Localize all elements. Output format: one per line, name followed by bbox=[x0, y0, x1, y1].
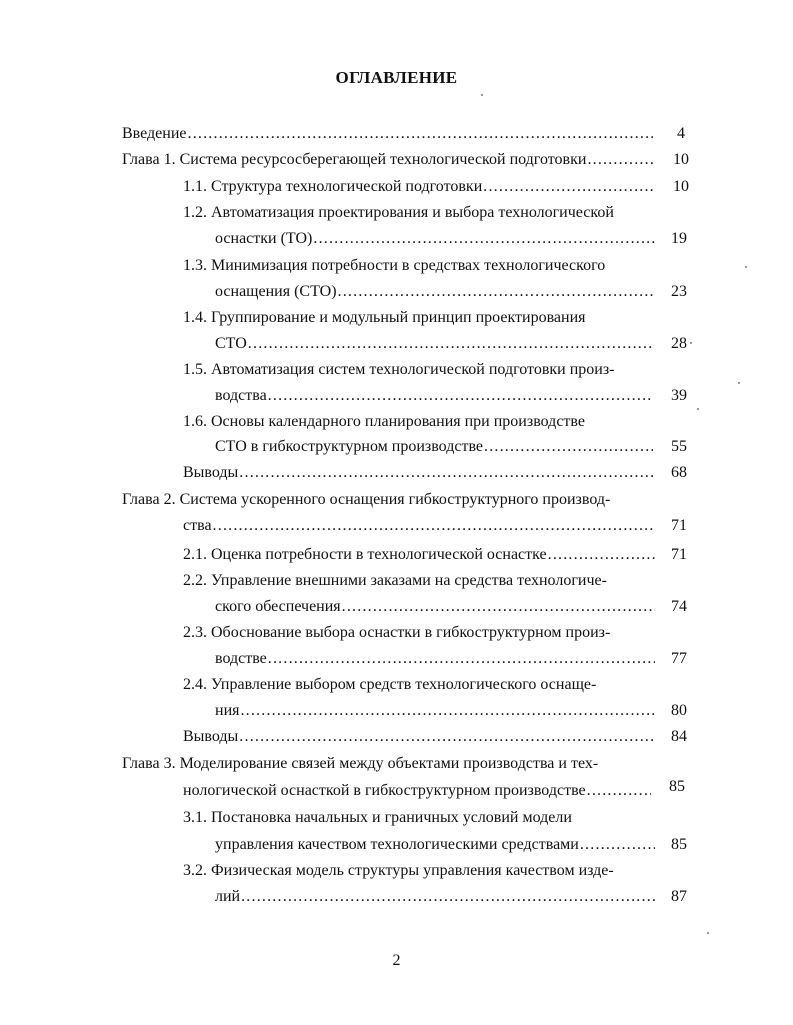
toc-page-number: 87 bbox=[671, 888, 687, 905]
dot-leader bbox=[587, 780, 651, 802]
dot-leader bbox=[240, 700, 655, 722]
toc-page-number: 55 bbox=[671, 438, 687, 455]
toc-entry-label: оснащения (СТО) bbox=[215, 283, 337, 300]
toc-entry-chapter-2-line1: Глава 2. Система ускоренного оснащения гибкоструктурного производ- bbox=[122, 491, 611, 508]
toc-entry-1-2-line1: 1.2. Автоматизация проектирования и выбора технологической bbox=[183, 204, 614, 221]
toc-entry-label: 2.1. Оценка потребности в технологической оснастке bbox=[183, 546, 547, 563]
toc-entry-3-2-line1: 3.2. Физическая модель структуры управления качеством изде- bbox=[183, 862, 614, 879]
dot-leader bbox=[548, 544, 655, 566]
dot-leader bbox=[484, 436, 653, 458]
scan-speck bbox=[690, 342, 692, 344]
toc-entry-label: Выводы bbox=[183, 728, 239, 745]
toc-entry-label: 1.1. Структура технологической подготовки bbox=[183, 178, 483, 195]
toc-entry-2-3-line1: 2.3. Обоснование выбора оснастки в гибкоструктурном произ- bbox=[183, 624, 611, 641]
toc-entry-label: ского обеспечения bbox=[215, 598, 341, 615]
toc-entry-label: водстве bbox=[215, 650, 267, 667]
toc-page-number: 10 bbox=[673, 178, 689, 195]
dot-leader bbox=[580, 834, 655, 856]
dot-leader bbox=[241, 886, 655, 908]
toc-entry-chapter-3[interactable] bbox=[183, 780, 651, 802]
toc-page-number: 10 bbox=[673, 151, 689, 168]
toc-entry-ch2-conclusions[interactable] bbox=[183, 726, 655, 748]
toc-entry-label: нологической оснасткой в гибкоструктурном производстве bbox=[183, 782, 586, 799]
toc-page-number: 71 bbox=[671, 517, 687, 534]
dot-leader bbox=[483, 176, 655, 198]
toc-entry-2-4-line1: 2.4. Управление выбором средств технологического оснаще- bbox=[183, 676, 597, 693]
toc-entry-2-2-line1: 2.2. Управление внешними заказами на средства технологиче- bbox=[183, 572, 607, 589]
scan-speck bbox=[481, 94, 483, 96]
scan-speck bbox=[745, 266, 747, 268]
toc-entry-2-4[interactable] bbox=[215, 700, 655, 722]
toc-entry-chapter-1[interactable] bbox=[122, 149, 653, 171]
toc-entry-label: лий bbox=[215, 888, 241, 905]
toc-entry-chapter-3-line1: Глава 3. Моделирование связей между объектами производства и тех- bbox=[122, 755, 599, 772]
dot-leader bbox=[248, 333, 653, 355]
toc-page-number: 71 bbox=[671, 546, 687, 563]
toc-page-number: 84 bbox=[671, 728, 687, 745]
toc-entry-1-4[interactable] bbox=[215, 333, 653, 355]
toc-entry-label: оснастки (ТО) bbox=[215, 230, 313, 247]
toc-entry-1-1[interactable] bbox=[183, 176, 655, 198]
dot-leader bbox=[338, 281, 655, 303]
toc-entry-2-1[interactable] bbox=[183, 544, 655, 566]
page-number: 2 bbox=[392, 952, 401, 969]
toc-entry-1-5[interactable] bbox=[215, 385, 653, 407]
toc-entry-1-6[interactable] bbox=[215, 436, 653, 458]
toc-entry-1-5-line1: 1.5. Автоматизация систем технологической подготовки произ- bbox=[183, 361, 615, 378]
toc-entry-label: Введение bbox=[122, 125, 187, 142]
toc-entry-ch1-conclusions[interactable] bbox=[183, 462, 655, 484]
toc-page-number: 77 bbox=[671, 650, 687, 667]
toc-entry-label: Выводы bbox=[183, 464, 239, 481]
dot-leader bbox=[239, 726, 655, 748]
dot-leader bbox=[268, 385, 653, 407]
toc-entry-label: СТО в гибкоструктурном производстве bbox=[215, 438, 483, 455]
toc-page-number: 74 bbox=[671, 598, 687, 615]
toc-entry-intro[interactable] bbox=[122, 123, 653, 145]
toc-entry-1-6-line1: 1.6. Основы календарного планирования при производстве bbox=[183, 413, 585, 430]
page-title: ОГЛАВЛЕНИЕ bbox=[335, 68, 458, 87]
dot-leader bbox=[313, 228, 655, 250]
toc-page-number: 4 bbox=[677, 125, 685, 142]
dot-leader bbox=[587, 149, 653, 171]
toc-page-number: 80 bbox=[671, 702, 687, 719]
scan-speck bbox=[707, 932, 709, 934]
dot-leader bbox=[188, 123, 654, 145]
toc-entry-label: ния bbox=[215, 702, 240, 719]
toc-entry-1-3-line1: 1.3. Минимизация потребности в средствах технологического bbox=[183, 257, 606, 274]
toc-entry-1-3[interactable] bbox=[215, 281, 655, 303]
toc-page-number: 68 bbox=[671, 464, 687, 481]
scan-speck bbox=[738, 382, 740, 384]
dot-leader bbox=[213, 515, 655, 537]
toc-entry-1-4-line1: 1.4. Группирование и модульный принцип проектирования bbox=[183, 309, 586, 326]
toc-entry-chapter-2[interactable] bbox=[183, 515, 655, 537]
toc-entry-label: Глава 1. Система ресурсосберегающей технологической подготовки bbox=[122, 151, 587, 168]
toc-entry-label: ства bbox=[183, 517, 212, 534]
toc-entry-2-2[interactable] bbox=[215, 596, 655, 618]
toc-page-number: 28 bbox=[671, 335, 687, 352]
dot-leader bbox=[342, 596, 655, 618]
dot-leader bbox=[239, 462, 655, 484]
toc-page-number: 39 bbox=[671, 387, 687, 404]
toc-page-number: 85 bbox=[671, 836, 687, 853]
dot-leader bbox=[268, 648, 655, 670]
scan-speck bbox=[697, 408, 699, 410]
toc-entry-3-1-line1: 3.1. Постановка начальных и граничных условий модели bbox=[183, 809, 572, 826]
toc-entry-label: СТО bbox=[215, 335, 247, 352]
toc-entry-3-2[interactable] bbox=[215, 886, 655, 908]
toc-entry-1-2[interactable] bbox=[215, 228, 655, 250]
toc-entry-3-1[interactable] bbox=[215, 834, 655, 856]
toc-page-number: 19 bbox=[671, 230, 687, 247]
toc-entry-label: управления качеством технологическими средствами bbox=[215, 836, 579, 853]
toc-page-number: 23 bbox=[671, 283, 687, 300]
toc-page-number: 85 bbox=[669, 778, 685, 795]
toc-entry-2-3[interactable] bbox=[215, 648, 655, 670]
toc-entry-label: водства bbox=[215, 387, 267, 404]
